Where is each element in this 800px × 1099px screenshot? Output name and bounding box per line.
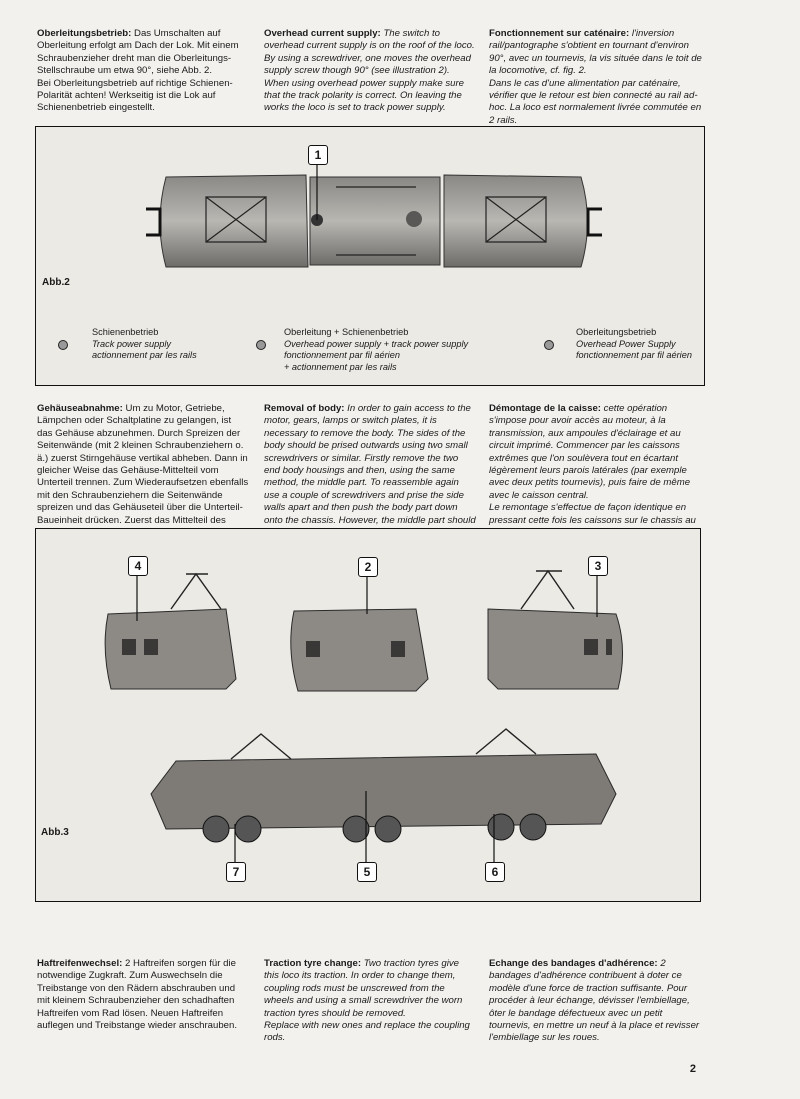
heading-de-body-removal: Gehäuseabnahme: bbox=[37, 403, 123, 414]
overhead-power-icon bbox=[544, 340, 554, 350]
body-fr-overhead: l'inversion rail/pantographe s'obtient en tournant d'environ 90°, avec un tournevis, la vis située dans le toit de la locomotive, cf. fig. 2. bbox=[489, 28, 702, 77]
text-fr-tyres bbox=[489, 958, 705, 1045]
heading-fr-body-removal: Démontage de la caisse: bbox=[489, 403, 601, 414]
body2-fr-body-removal: Le remontage s'effectue de façon identique en pressant cette fois les caissons sur le chassis au bbox=[489, 502, 696, 526]
legend-overhead-en: Overhead Power Supply bbox=[576, 338, 676, 349]
legend-combined-fr2: + actionnement par les rails bbox=[284, 361, 397, 372]
body-de-tyres: 2 Haftreifen sorgen für die notwendige Zugkraft. Zum Auswechseln die Treibstange von den Rädern abschrauben und mit kleinem Schraubenzieher den schadhaften Haftreifen vom Rad lösen. Neuen Haftreifen auflegen und Treibstange wieder anschrauben. bbox=[37, 958, 238, 1032]
legend-track bbox=[92, 327, 197, 362]
body-de-body-removal: Um zu Motor, Getriebe, Lämpchen oder Schaltplatine zu gelangen, ist das Gehäuse abzunehmen. Durch Spreizen der Seitenwände (mit 2 kleinen Schraubenziehern o. ä.) zuerst Stirngehäuse vertikal abheben. Dann in gleicher Weise das Gehäuse-Mittelteil vom Unterteil trennen. Zum Wiederaufsetzen ebenfalls mit den Schraubenziehern die Seitenwände spreizen und das Gehäuseteil über die Unterteil-Baueinheit drücken. Zuerst das Mittelteil des bbox=[37, 403, 249, 526]
body2-de-overhead: Bei Oberleitungsbetrieb auf richtige Schienen-Polarität achten! Werkseitig ist die Lok auf Schienenbetrieb eingestellt. bbox=[37, 77, 233, 114]
heading-de-overhead: Oberleitungsbetrieb: bbox=[37, 28, 132, 39]
legend-track-title: Schienenbetrieb bbox=[92, 327, 159, 337]
legend-track-fr: actionnement par les rails bbox=[92, 350, 197, 360]
body-de-overhead: Das Umschalten auf Oberleitung erfolgt am Dach der Lok. Mit einem Schraubenzieher dreht man die Oberleitungs-Stellschraube um etwa 90°, siehe Abb. 2. bbox=[37, 28, 239, 77]
body-en-overhead: The switch to overhead current supply is on the roof of the loco. By using a screwdriver, one moves the overhead supply screw though 90° (see illustration 2). When using overhead power supply make sure that the track polarity is correct. On leaving the works the loco is set to track power supply. bbox=[264, 28, 475, 114]
body-fr-body-removal: cette opération s'impose pour avoir accès au moteur, à la transmission, aux ampoules d'éclairage et au circuit imprimé. Commencer par les caissons extrêmes que l'on soulèvera tout en écartant légèrement leurs parois latérales (par exemple avec deux petits tournevis), puis faire de même avec le caisson central. bbox=[489, 403, 691, 501]
callout-1: 1 bbox=[308, 145, 328, 165]
combined-power-icon bbox=[256, 340, 266, 350]
figure-abb2 bbox=[35, 126, 705, 386]
callout-5: 5 bbox=[357, 862, 377, 882]
text-en-body-removal bbox=[264, 403, 476, 539]
legend-overhead-title: Oberleitungsbetrieb bbox=[576, 327, 657, 337]
legend-overhead bbox=[576, 327, 692, 362]
callout-6: 6 bbox=[485, 862, 505, 882]
figure-label-abb2: Abb.2 bbox=[42, 277, 70, 288]
legend-combined-en: Overhead power supply + track power supply bbox=[284, 338, 469, 349]
text-fr-overhead bbox=[489, 28, 705, 127]
text-en-tyres bbox=[264, 958, 476, 1045]
text-de-overhead bbox=[37, 28, 249, 115]
figure-abb3 bbox=[35, 528, 701, 902]
heading-de-tyres: Haftreifenwechsel: bbox=[37, 958, 123, 969]
body-en-body-removal: In order to gain access to the motor, gears, lamps or switch plates, it is necessary to remove the body. The sides of the body should be prised outwards using two small screwdrivers or similar. Firstly remove the two end body housings and then, using the same method, the middle part. To reassemble again use a couple of screwdrivers and prise the side walls apart and then push the body part down onto the chassis. However, the middle part should bbox=[264, 403, 476, 526]
callout-4: 4 bbox=[128, 556, 148, 576]
body2-fr-overhead: Dans le cas d'une alimentation par caténaire, vérifier que le retour est bien connecté au rail ad-hoc. La loco est normalement livrée commutée en 2 rails. bbox=[489, 77, 702, 126]
heading-fr-overhead: Fonctionnement sur caténaire: bbox=[489, 28, 630, 39]
heading-en-body-removal: Removal of body: bbox=[264, 403, 345, 414]
text-de-body-removal bbox=[37, 403, 249, 539]
track-power-icon bbox=[58, 340, 68, 350]
heading-en-tyres: Traction tyre change: bbox=[264, 958, 362, 969]
legend-track-en: Track power supply bbox=[92, 338, 171, 349]
body-en-tyres: Two traction tyres give this loco its traction. In order to change them, coupling rods must be unscrewed from the wheels and using a small screwdriver the worn traction tyres should be removed. bbox=[264, 958, 463, 1019]
callout-2: 2 bbox=[358, 557, 378, 577]
legend-overhead-fr: fonctionnement par fil aérien bbox=[576, 350, 692, 360]
figure-label-abb3: Abb.3 bbox=[41, 827, 69, 838]
page-number: 2 bbox=[689, 1063, 696, 1075]
callout-3: 3 bbox=[588, 556, 608, 576]
body-fr-tyres: 2 bandages d'adhérence contribuent à doter ce modèle d'une force de traction suffisante. Pour procéder à leur échange, dévisser l'embiellage, ôter le bandage défectueux avec un petit tournevis, en mettre un neuf à la place et revisser l'embiellage sur les roues. bbox=[489, 958, 700, 1044]
body2-en-tyres: Replace with new ones and replace the coupling rods. bbox=[264, 1020, 470, 1044]
heading-en-overhead: Overhead current supply: bbox=[264, 28, 381, 39]
locomotive-disassembly-illustration bbox=[36, 529, 700, 901]
legend-combined-title: Oberleitung + Schienenbetrieb bbox=[284, 327, 409, 337]
legend-combined-fr: fonctionnement par fil aérien bbox=[284, 350, 400, 360]
callout-7: 7 bbox=[226, 862, 246, 882]
heading-fr-tyres: Echange des bandages d'adhérence: bbox=[489, 958, 658, 969]
text-de-tyres bbox=[37, 958, 249, 1032]
legend-combined bbox=[284, 327, 468, 373]
text-en-overhead bbox=[264, 28, 476, 115]
